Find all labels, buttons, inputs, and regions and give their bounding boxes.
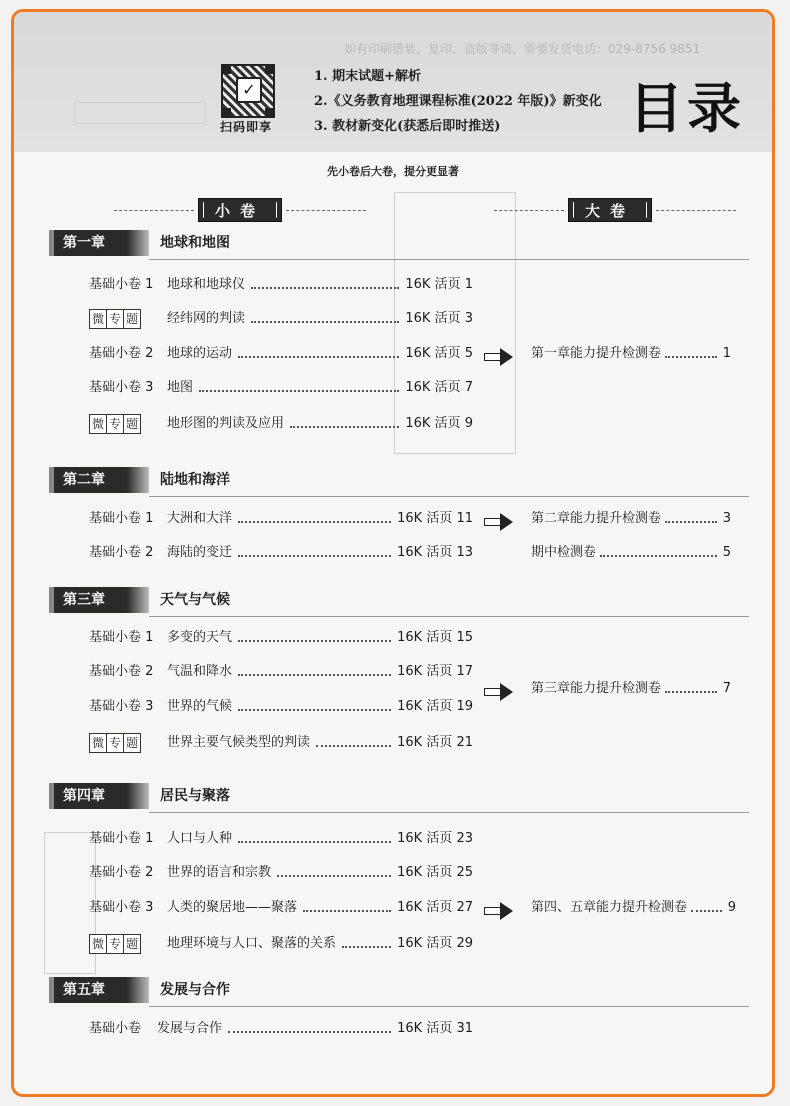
- dot-leader: [665, 691, 717, 693]
- page-title: 目录: [629, 77, 745, 140]
- divider: [149, 259, 749, 260]
- dot-leader: [691, 910, 722, 912]
- entry-title: 地球的运动: [167, 346, 233, 361]
- toc-entry[interactable]: [89, 274, 473, 296]
- chapter-tab: 第四章: [49, 783, 149, 809]
- qr-code-icon[interactable]: [221, 64, 275, 118]
- feature-item: 1. 期末试题+解析: [314, 69, 421, 84]
- badge-char: 专: [107, 934, 124, 954]
- chapter-title: 地球和地图: [160, 235, 230, 251]
- badge-char: 微: [89, 733, 107, 753]
- chapter-header: [49, 230, 749, 256]
- big-section-label: 大卷: [568, 198, 652, 222]
- dot-leader: [238, 356, 399, 358]
- badge-char: 专: [107, 414, 124, 434]
- badge-char: 题: [124, 414, 141, 434]
- paper-code: 基础小卷: [89, 1021, 142, 1036]
- page-ref: 16K 活页 27: [397, 900, 473, 915]
- entry-title: 世界的语言和宗教: [167, 865, 272, 880]
- toc-entry[interactable]: [89, 343, 473, 365]
- entry-title: 大洲和大洋: [167, 511, 233, 526]
- page-ref: 16K 活页 17: [397, 664, 473, 679]
- big-paper-entry[interactable]: [531, 678, 731, 700]
- page-ref: 16K 活页 21: [397, 735, 473, 750]
- qr-caption: 扫码即享: [220, 120, 273, 134]
- page-ref: 16K 活页 3: [405, 311, 473, 326]
- page-ref: 16K 活页 31: [397, 1021, 473, 1036]
- chapter-header: [49, 467, 749, 493]
- big-paper-entry[interactable]: [531, 343, 731, 365]
- page-ref: 16K 活页 19: [397, 699, 473, 714]
- big-paper-title: 第一章能力提升检测卷: [531, 346, 662, 361]
- badge-char: 题: [124, 309, 141, 329]
- toc-entry[interactable]: [89, 862, 473, 884]
- arrow-right-icon: [484, 684, 514, 700]
- big-paper-title: 第四、五章能力提升检测卷: [531, 900, 688, 915]
- page-ref: 16K 活页 9: [405, 416, 473, 431]
- toc-entry[interactable]: [89, 696, 473, 718]
- paper-code: 基础小卷 3: [89, 900, 154, 915]
- big-paper-entry[interactable]: [531, 897, 736, 919]
- divider: [149, 496, 749, 497]
- page-ref: 16K 活页 15: [397, 630, 473, 645]
- chapter-title: 发展与合作: [160, 982, 230, 998]
- badge-char: 微: [89, 309, 107, 329]
- toc-entry[interactable]: [89, 897, 473, 919]
- divider: [656, 210, 736, 212]
- paper-code: 基础小卷 2: [89, 346, 154, 361]
- page-ref: 1: [722, 346, 731, 361]
- feature-item: 2.《义务教育地理课程标准(2022 年版)》新变化: [314, 94, 602, 109]
- paper-code: 基础小卷 1: [89, 630, 154, 645]
- divider: [149, 1006, 749, 1007]
- paper-code: 基础小卷 2: [89, 664, 154, 679]
- check-icon: ✓: [236, 77, 262, 103]
- entry-title: 气温和降水: [167, 664, 233, 679]
- entry-title: 地理环境与人口、聚落的关系: [167, 936, 337, 951]
- feature-list: [314, 64, 602, 139]
- chapter-tab: 第五章: [49, 977, 149, 1003]
- toc-entry[interactable]: [89, 933, 473, 955]
- big-paper-title: 第三章能力提升检测卷: [531, 681, 662, 696]
- micro-topic-badge: [89, 733, 153, 753]
- paper-code: 基础小卷 3: [89, 380, 154, 395]
- dot-leader: [600, 555, 717, 557]
- toc-entry[interactable]: [89, 413, 473, 435]
- dot-leader: [251, 287, 399, 289]
- badge-char: 题: [124, 733, 141, 753]
- toc-entry[interactable]: [89, 828, 473, 850]
- chapter-title: 陆地和海洋: [160, 472, 230, 488]
- page-ref: 16K 活页 25: [397, 865, 473, 880]
- dot-leader: [238, 555, 391, 557]
- dot-leader: [251, 321, 399, 323]
- entry-title: 多变的天气: [167, 630, 233, 645]
- entry-title: 发展与合作: [157, 1021, 223, 1036]
- entry-title: 人口与人种: [167, 831, 233, 846]
- toc-entry[interactable]: [89, 732, 473, 754]
- dot-leader: [238, 674, 391, 676]
- paper-code: 基础小卷 2: [89, 865, 154, 880]
- chapter-title: 天气与气候: [160, 592, 230, 608]
- arrow-right-icon: [484, 349, 514, 365]
- micro-topic-badge: [89, 934, 153, 954]
- divider: [494, 210, 564, 212]
- paper-code: 基础小卷 3: [89, 699, 154, 714]
- chapter-tab: 第一章: [49, 230, 149, 256]
- entry-title: 世界的气候: [167, 699, 233, 714]
- toc-entry[interactable]: [89, 308, 473, 330]
- page-ref: 9: [727, 900, 736, 915]
- toc-entry[interactable]: [89, 377, 473, 399]
- entry-title: 地图: [167, 380, 194, 395]
- toc-entry[interactable]: [89, 627, 473, 649]
- page-ref: 16K 活页 13: [397, 545, 473, 560]
- entry-title: 海陆的变迁: [167, 545, 233, 560]
- paper-code: 基础小卷 1: [89, 511, 154, 526]
- small-section-label: 小卷: [198, 198, 282, 222]
- dot-leader: [199, 390, 399, 392]
- entry-title: 经纬网的判读: [167, 311, 246, 326]
- page-ref: 16K 活页 11: [397, 511, 473, 526]
- big-paper-title: 期中检测卷: [531, 545, 597, 560]
- badge-char: 专: [107, 309, 124, 329]
- chapter-header: [49, 783, 749, 809]
- dot-leader: [228, 1031, 391, 1033]
- entry-title: 人类的聚居地——聚落: [167, 900, 298, 915]
- paper-code: 基础小卷 1: [89, 831, 154, 846]
- toc-entry[interactable]: [89, 508, 473, 530]
- dot-leader: [238, 640, 391, 642]
- micro-topic-badge: [89, 414, 153, 434]
- entry-title: 世界主要气候类型的判读: [167, 735, 311, 750]
- chapter-header: [49, 977, 749, 1003]
- badge-char: 微: [89, 934, 107, 954]
- toc-entry[interactable]: [89, 542, 473, 564]
- page-ref: 16K 活页 5: [405, 346, 473, 361]
- arrow-right-icon: [484, 903, 514, 919]
- tagline: 先小卷后大卷，提分更显著: [327, 165, 459, 178]
- entry-title: 地球和地球仪: [167, 277, 246, 292]
- big-paper-title: 第二章能力提升检测卷: [531, 511, 662, 526]
- toc-entry[interactable]: [89, 661, 473, 683]
- paper-code: 基础小卷 1: [89, 277, 154, 292]
- paper-code: 基础小卷 2: [89, 545, 154, 560]
- page-ref: 3: [722, 511, 731, 526]
- page-ref: 7: [722, 681, 731, 696]
- dot-leader: [290, 426, 399, 428]
- badge-char: 专: [107, 733, 124, 753]
- page-frame: [11, 9, 775, 1097]
- page-ref: 16K 活页 23: [397, 831, 473, 846]
- chapter-tab: 第三章: [49, 587, 149, 613]
- page-ref: 16K 活页 1: [405, 277, 473, 292]
- publisher-line: 如有印刷错装、复印、盗版等请，需要发货电话：029-8756 9851: [344, 42, 701, 56]
- page-ref: 16K 活页 29: [397, 936, 473, 951]
- divider: [149, 616, 749, 617]
- dot-leader: [238, 521, 391, 523]
- page-ref: 5: [722, 545, 731, 560]
- dot-leader: [238, 841, 391, 843]
- feature-item: 3. 教材新变化(获悉后即时推送): [314, 119, 501, 134]
- big-paper-entry[interactable]: [531, 508, 731, 530]
- dot-leader: [665, 521, 717, 523]
- dot-leader: [665, 356, 717, 358]
- big-section-banner: [14, 198, 774, 224]
- divider: [149, 812, 749, 813]
- entry-title: 地形图的判读及应用: [167, 416, 285, 431]
- page-ref: 16K 活页 7: [405, 380, 473, 395]
- dot-leader: [303, 910, 391, 912]
- micro-topic-badge: [89, 309, 153, 329]
- dot-leader: [238, 709, 391, 711]
- chapter-tab: 第二章: [49, 467, 149, 493]
- chapter-header: [49, 587, 749, 613]
- arrow-right-icon: [484, 514, 514, 530]
- bleed-through-box: [74, 102, 206, 124]
- badge-char: 题: [124, 934, 141, 954]
- chapter-title: 居民与聚落: [160, 788, 230, 804]
- dot-leader: [342, 946, 391, 948]
- toc-entry[interactable]: [89, 1018, 473, 1040]
- badge-char: 微: [89, 414, 107, 434]
- dot-leader: [277, 875, 391, 877]
- big-paper-entry[interactable]: [531, 542, 731, 564]
- dot-leader: [316, 745, 391, 747]
